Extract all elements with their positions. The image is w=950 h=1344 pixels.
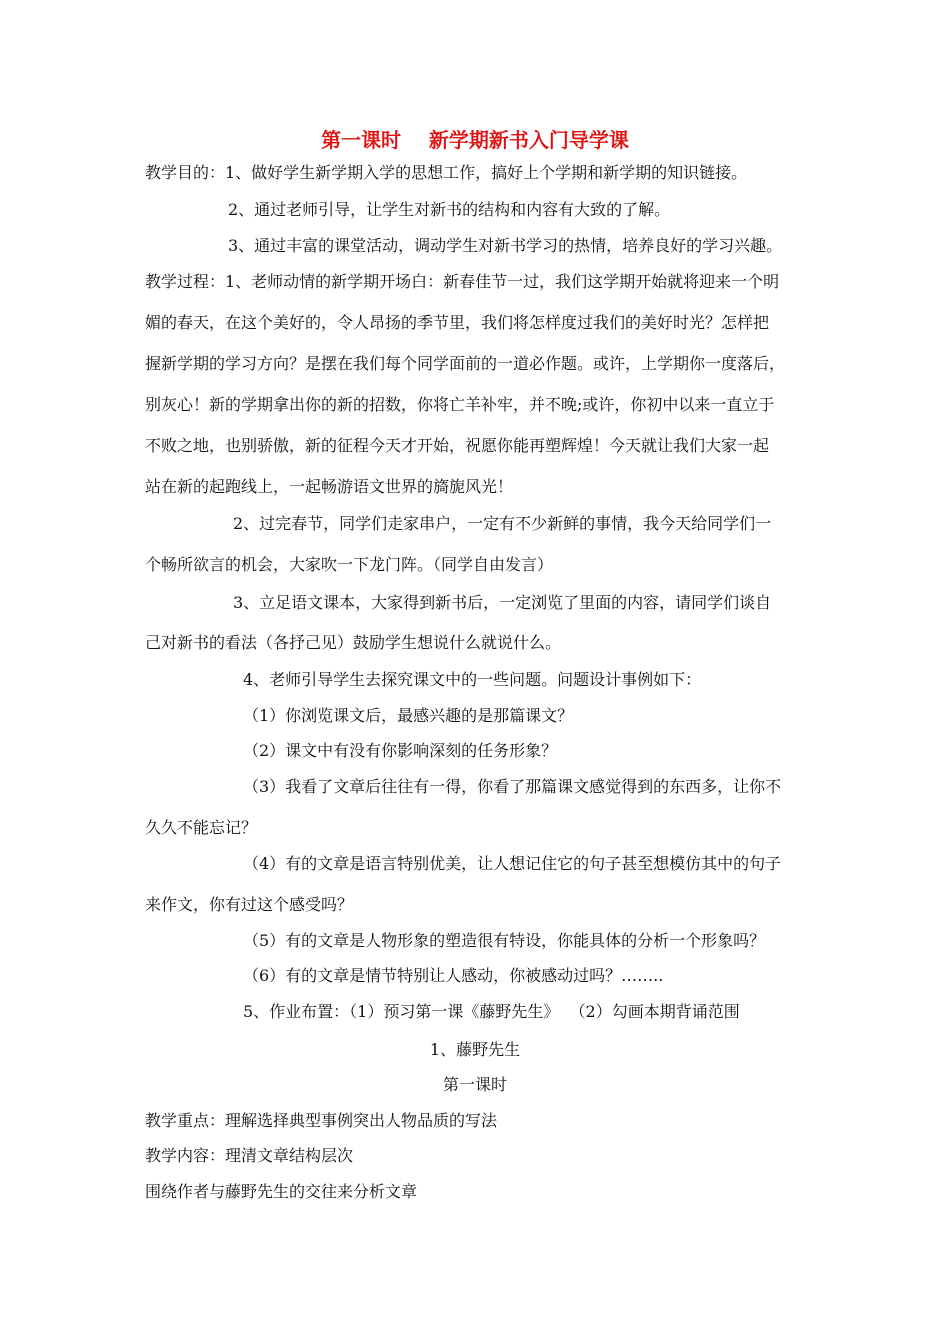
- text-line: （2）课文中有没有你影响深刻的任务形象？: [243, 741, 558, 760]
- lesson-subheading: 第一课时: [442, 1075, 507, 1094]
- text-line: 媚的春天，在这个美好的，令人昂扬的季节里，我们将怎样度过我们的美好时光？怎样把: [145, 313, 770, 332]
- text-line: 别灰心！新的学期拿出你的新的招数，你将亡羊补牢，并不晚;或许，你初中以来一直立于: [145, 395, 775, 414]
- text-line: （6）有的文章是情节特别让人感动，你被感动过吗？……..: [243, 966, 664, 985]
- text-line: （5）有的文章是人物形象的塑造很有特设，你能具体的分析一个形象吗？: [243, 931, 766, 950]
- text-line: 个畅所欲言的机会，大家吹一下龙门阵。（同学自由发言）: [145, 555, 554, 574]
- text-line: 3、通过丰富的课堂活动，调动学生对新书学习的热情，培养良好的学习兴趣。: [228, 236, 783, 255]
- text-line: 3、立足语文课本，大家得到新书后，一定浏览了里面的内容，请同学们谈自: [233, 593, 772, 612]
- text-line: 4、老师引导学生去探究课文中的一些问题。问题设计事例如下：: [243, 670, 702, 689]
- text-line: 2、过完春节，同学们走家串户，一定有不少新鲜的事情，我今天给同学们一: [233, 514, 772, 533]
- text-line: （4）有的文章是语言特别优美，让人想记住它的句子甚至想模仿其中的句子: [243, 854, 782, 873]
- text-line: 围绕作者与藤野先生的交往来分析文章: [145, 1182, 418, 1201]
- lesson-heading: 1、藤野先生: [429, 1040, 521, 1059]
- text-line: 教学目的：1、做好学生新学期入学的思想工作，搞好上个学期和新学期的知识链接。: [145, 163, 748, 182]
- text-line: 站在新的起跑线上，一起畅游语文世界的旖旎风光！: [145, 477, 514, 496]
- text-line: 不败之地，也别骄傲，新的征程今天才开始，祝愿你能再塑辉煌！今天就让我们大家一起: [145, 436, 770, 455]
- text-line: 5、作业布置：（1）预习第一课《藤野先生》 （2）勾画本期背诵范围: [243, 1002, 740, 1021]
- text-line: 己对新书的看法（各抒己见）鼓励学生想说什么就说什么。: [145, 633, 562, 652]
- text-line: 来作文，你有过这个感受吗？: [145, 895, 354, 914]
- text-line: 2、通过老师引导，让学生对新书的结构和内容有大致的了解。: [228, 200, 671, 219]
- text-line: （3）我看了文章后往往有一得，你看了那篇课文感觉得到的东西多，让你不: [243, 777, 782, 796]
- text-line: 教学内容：理清文章结构层次: [145, 1146, 354, 1165]
- lesson-title: 第一课时 新学期新书入门导学课: [321, 128, 629, 152]
- text-line: （1）你浏览课文后，最感兴趣的是那篇课文？: [243, 706, 574, 725]
- text-line: 教学重点：理解选择典型事例突出人物品质的写法: [145, 1111, 498, 1130]
- text-line: 握新学期的学习方向？是摆在我们每个同学面前的一道必作题。或许，上学期你一度落后，: [145, 354, 786, 373]
- text-line: 久久不能忘记？: [145, 818, 258, 837]
- text-line: 教学过程：1、老师动情的新学期开场白：新春佳节一过，我们这学期开始就将迎来一个明: [145, 272, 780, 291]
